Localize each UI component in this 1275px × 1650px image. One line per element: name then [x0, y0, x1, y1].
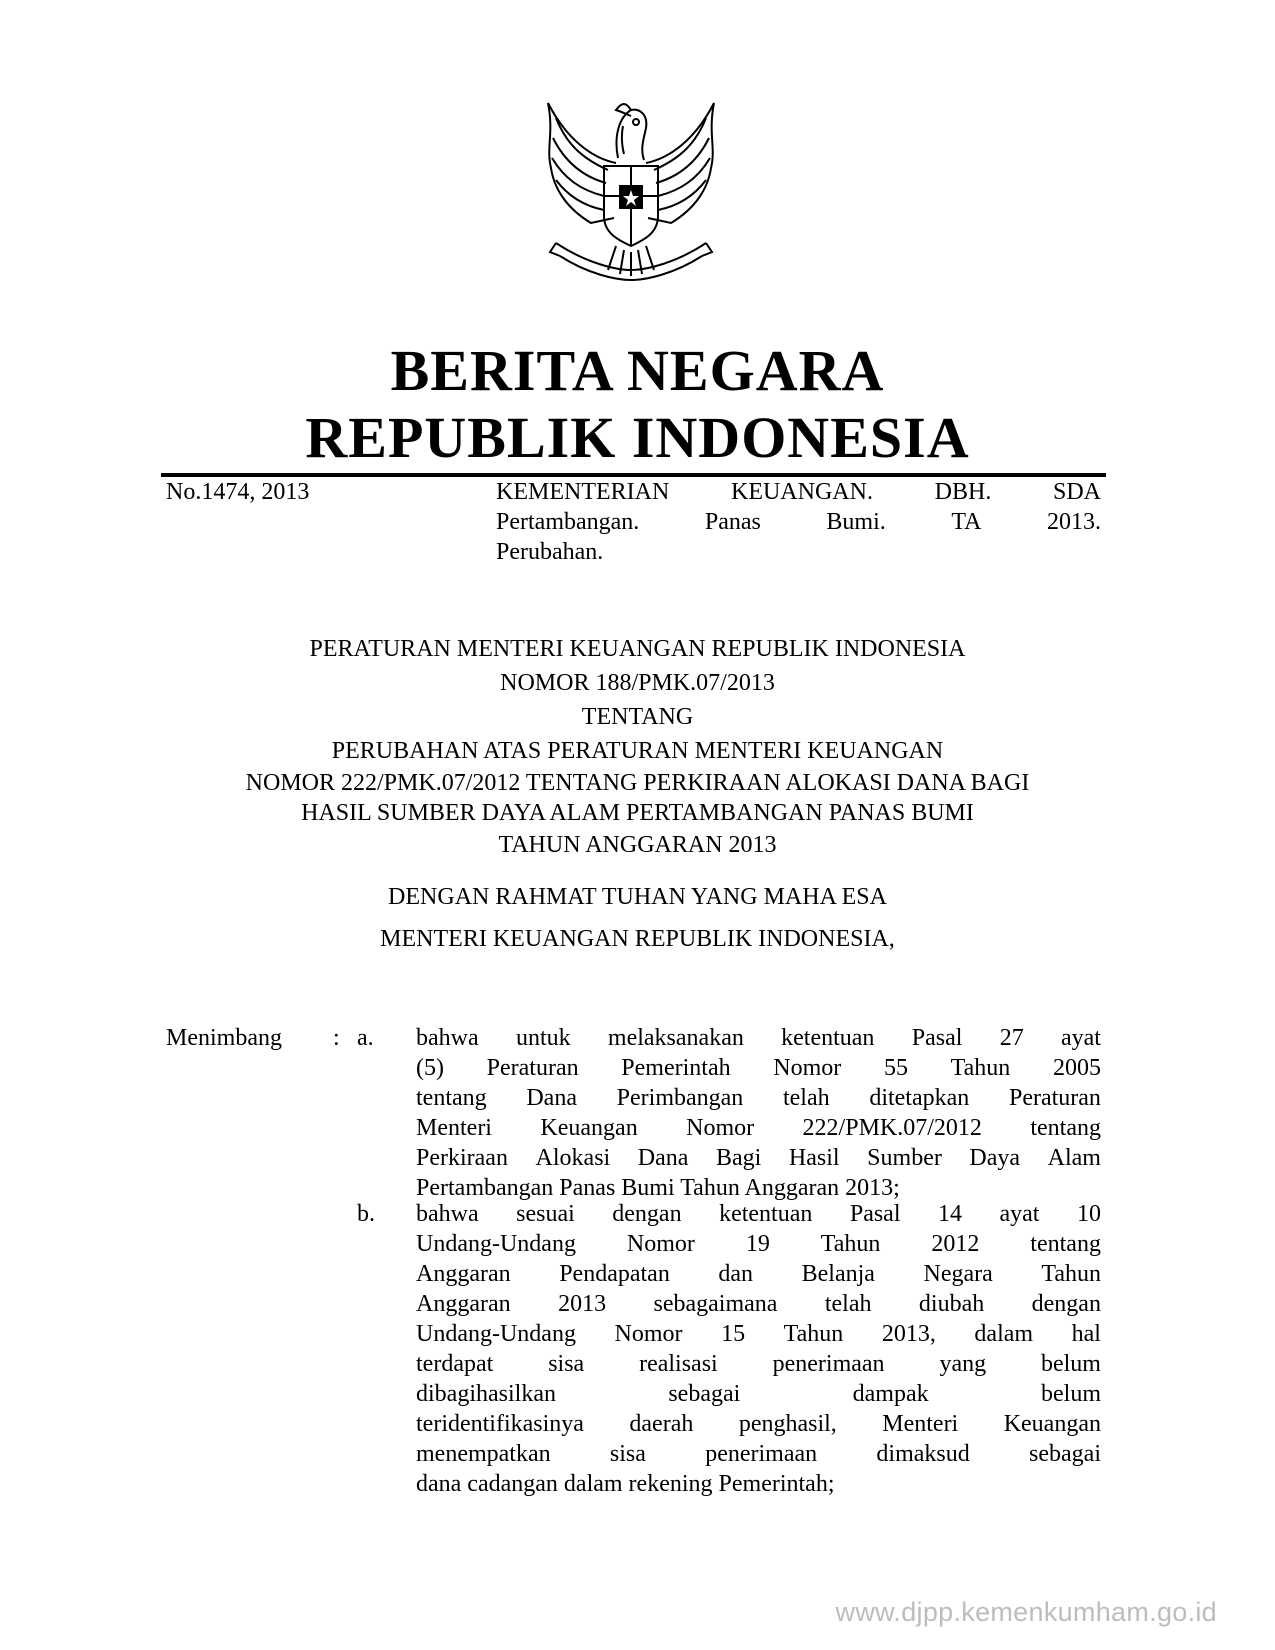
regulation-heading [0, 632, 1275, 956]
word: Keuangan [540, 1115, 638, 1141]
word: Keuangan [1003, 1411, 1101, 1437]
word: dimaksud [876, 1441, 970, 1467]
item-line: Pertambangan Panas Bumi Tahun Anggaran 2013; [416, 1175, 900, 1201]
word: ayat [1061, 1025, 1101, 1051]
word: teridentifikasinya [416, 1411, 584, 1437]
item-line [416, 1199, 1101, 1229]
word: tentang [1030, 1115, 1101, 1141]
item-line [416, 1439, 1101, 1469]
word: Pendapatan [559, 1261, 670, 1287]
word: Dana [637, 1145, 689, 1171]
word: yang [939, 1351, 987, 1377]
item-line [416, 1229, 1101, 1259]
word: hal [1071, 1321, 1101, 1347]
word: dampak [852, 1381, 929, 1407]
word: penerimaan [772, 1351, 885, 1377]
word: Menteri [416, 1115, 492, 1141]
word: ayat [999, 1201, 1040, 1227]
word: (5) [416, 1055, 444, 1081]
item-line: dana cadangan dalam rekening Pemerintah; [416, 1471, 835, 1497]
word: bahwa [416, 1201, 479, 1227]
preamble-line: MENTERI KEUANGAN REPUBLIK INDONESIA, [380, 926, 895, 952]
word: telah [824, 1291, 872, 1317]
word: 14 [938, 1201, 962, 1227]
word: Pasal [911, 1025, 963, 1051]
word: 2012 [931, 1231, 980, 1257]
word: 55 [883, 1055, 908, 1081]
word: 19 [745, 1231, 770, 1257]
word: Tahun [820, 1231, 881, 1257]
item-line [416, 1083, 1101, 1113]
word: Undang-Undang [416, 1231, 576, 1257]
subject-word: TA [951, 509, 982, 535]
word: dengan [612, 1201, 682, 1227]
word: terdapat [416, 1351, 494, 1377]
item-line [416, 1319, 1101, 1349]
word: dalam [974, 1321, 1034, 1347]
word: belum [1041, 1381, 1101, 1407]
word: 222/PMK.07/2012 [802, 1115, 982, 1141]
word: 2005 [1052, 1055, 1101, 1081]
word: Tahun [1041, 1261, 1101, 1287]
word: Menteri [882, 1411, 959, 1437]
word: tentang [416, 1085, 487, 1111]
word: menempatkan [416, 1441, 551, 1467]
word: Undang-Undang [416, 1321, 576, 1347]
word: bahwa [416, 1025, 479, 1051]
word: realisasi [639, 1351, 718, 1377]
word: 27 [999, 1025, 1024, 1051]
word: Anggaran [416, 1261, 511, 1287]
item-line [416, 1349, 1101, 1379]
word: Peraturan [1008, 1085, 1101, 1111]
word: ketentuan [781, 1025, 875, 1051]
word: dan [718, 1261, 754, 1287]
subject-word: Panas [704, 509, 761, 535]
preamble-line: DENGAN RAHMAT TUHAN YANG MAHA ESA [388, 884, 887, 910]
word: Tahun [950, 1055, 1011, 1081]
word: sesuai [516, 1201, 575, 1227]
subject-word: KEUANGAN. [730, 479, 873, 505]
word: Tahun [783, 1321, 844, 1347]
word: penerimaan [705, 1441, 818, 1467]
item-line [416, 1409, 1101, 1439]
considering-colon: : [333, 1025, 340, 1051]
heading-line: PERATURAN MENTERI KEUANGAN REPUBLIK INDONESIA [309, 636, 966, 662]
word: Nomor [686, 1115, 755, 1141]
word: Nomor [626, 1231, 695, 1257]
word: Negara [923, 1261, 993, 1287]
word: 2013, [881, 1321, 936, 1347]
word: Peraturan [486, 1055, 579, 1081]
word: tentang [1030, 1231, 1101, 1257]
heading-line: NOMOR 222/PMK.07/2012 TENTANG PERKIRAAN ALOKASI DANA BAGI [245, 770, 1030, 796]
word: Nomor [614, 1321, 683, 1347]
word: Anggaran [416, 1291, 511, 1317]
heading-line: PERUBAHAN ATAS PERATURAN MENTERI KEUANGAN [331, 738, 944, 764]
word: Sumber [867, 1145, 942, 1171]
word: Daya [969, 1145, 1021, 1171]
word: sebagaimana [653, 1291, 778, 1317]
subject-word: KEMENTERIAN [496, 479, 670, 505]
heading-line: HASIL SUMBER DAYA ALAM PERTAMBANGAN PANAS BUMI [301, 800, 974, 826]
gazette-title-line2: REPUBLIK INDONESIA [305, 405, 970, 470]
considering-item-b [416, 1199, 1101, 1499]
considering-item-a [416, 1023, 1101, 1203]
issue-subject-line1 [496, 477, 1101, 507]
word: Alokasi [535, 1145, 611, 1171]
item-letter: b. [357, 1201, 375, 1227]
heading-line: TAHUN ANGGARAN 2013 [498, 832, 777, 858]
word: sisa [609, 1441, 646, 1467]
subject-word: SDA [1052, 479, 1101, 505]
heading-line: TENTANG [581, 704, 694, 730]
word: dibagihasilkan [416, 1381, 556, 1407]
word: Pemerintah [621, 1055, 731, 1081]
item-line [416, 1053, 1101, 1083]
word: sebagai [668, 1381, 741, 1407]
item-line [416, 1113, 1101, 1143]
item-line [416, 1143, 1101, 1173]
item-letter: a. [357, 1025, 374, 1051]
word: 15 [721, 1321, 746, 1347]
word: daerah [629, 1411, 694, 1437]
considering-label: Menimbang [166, 1025, 282, 1051]
word: sebagai [1029, 1441, 1101, 1467]
word: Nomor [773, 1055, 842, 1081]
word: dengan [1031, 1291, 1101, 1317]
issue-subject [496, 477, 1101, 567]
issue-subject-line2 [496, 507, 1101, 537]
word: sisa [548, 1351, 585, 1377]
word: Perimbangan [616, 1085, 744, 1111]
word: ditetapkan [869, 1085, 970, 1111]
word: untuk [515, 1025, 571, 1051]
word: Alam [1047, 1145, 1101, 1171]
word: Belanja [801, 1261, 875, 1287]
heading-line: NOMOR 188/PMK.07/2013 [500, 670, 775, 696]
item-line [416, 1023, 1101, 1053]
word: diubah [918, 1291, 985, 1317]
word: telah [782, 1085, 830, 1111]
subject-word: 2013. [1046, 509, 1101, 535]
word: 2013 [558, 1291, 607, 1317]
gazette-title-line1: BERITA NEGARA [390, 338, 885, 403]
item-line [416, 1259, 1101, 1289]
issue-subject-line3: Perubahan. [496, 539, 604, 565]
word: belum [1040, 1351, 1101, 1377]
word: ketentuan [719, 1201, 813, 1227]
word: Bagi [716, 1145, 762, 1171]
issue-number: No.1474, 2013 [166, 479, 310, 505]
word: Pasal [849, 1201, 901, 1227]
word: Hasil [788, 1145, 840, 1171]
word: melaksanakan [607, 1025, 744, 1051]
subject-word: Bumi. [826, 509, 886, 535]
word: penghasil, [738, 1411, 837, 1437]
subject-word: Pertambangan. [496, 509, 640, 535]
word: Perkiraan [416, 1145, 508, 1171]
word: 10 [1076, 1201, 1101, 1227]
item-line [416, 1379, 1101, 1409]
subject-word: DBH. [934, 479, 992, 505]
word: Dana [526, 1085, 577, 1111]
garuda-emblem [536, 88, 726, 293]
item-line [416, 1289, 1101, 1319]
source-watermark: www.djpp.kemenkumham.go.id [835, 1597, 1217, 1627]
